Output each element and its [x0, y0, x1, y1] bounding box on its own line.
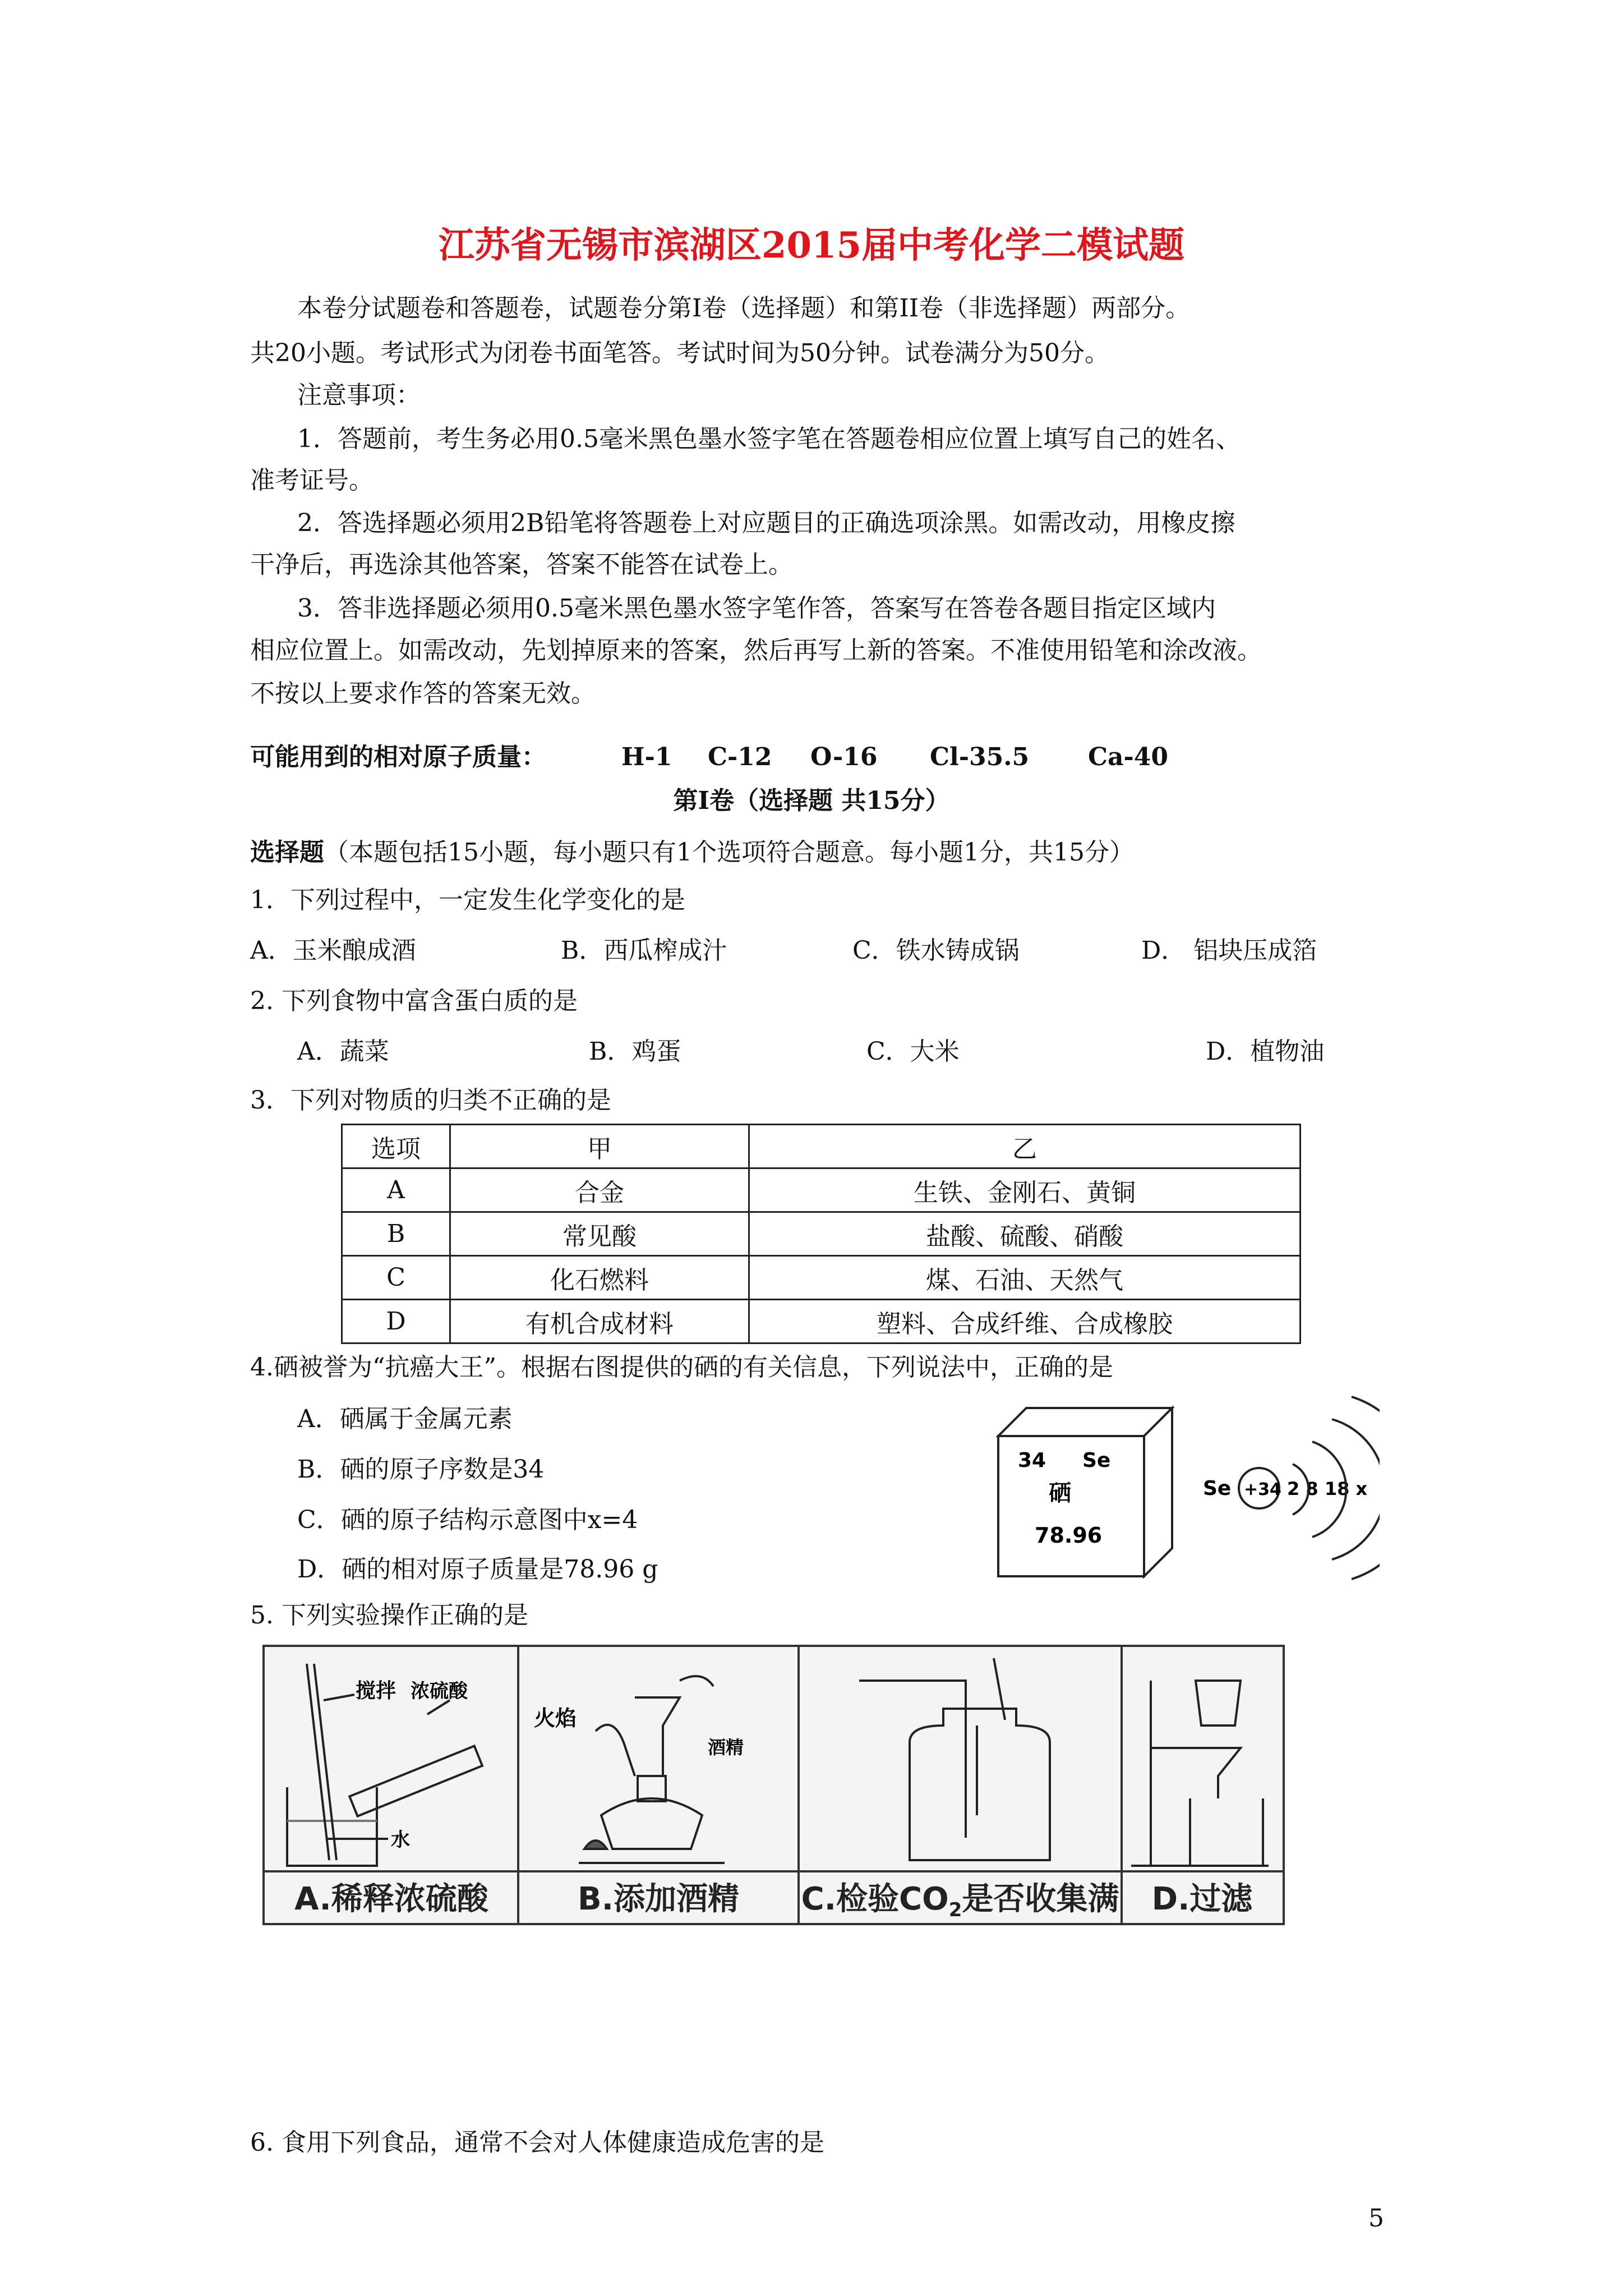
table-header-cell: 乙: [749, 1125, 1301, 1168]
panel-caption-c-sub: 2: [948, 1899, 962, 1922]
table-cell: C: [342, 1256, 450, 1300]
notice-2a: 2．答选择题必须用2B铅笔将答题卷上对应题目的正确选项涂黑。如需改动，用橡皮擦: [297, 509, 1235, 537]
q4-option-c: C．硒的原子结构示意图中x=4: [297, 1506, 638, 1534]
experiment-figure: [262, 1645, 1285, 1925]
table-cell: 有机合成材料: [450, 1300, 749, 1343]
notice-3b: 相应位置上。如需改动，先划掉原来的答案，然后再写上新的答案。不准使用铅笔和涂改液。: [250, 636, 1262, 665]
q6-stem: 6. 食用下列食品，通常不会对人体健康造成危害的是: [250, 2128, 824, 2157]
element-name: 硒: [1049, 1480, 1071, 1506]
panel-caption-b: B.添加酒精: [578, 1881, 739, 1917]
page-number: 5: [1368, 2204, 1384, 2233]
q5-stem: 5. 下列实验操作正确的是: [250, 1601, 528, 1630]
table-row: [342, 1212, 1301, 1256]
label-acid: 浓硫酸: [411, 1680, 468, 1703]
atomic-mass-cl: Cl-35.5: [930, 743, 1030, 771]
notice-heading: 注意事项：: [297, 381, 421, 409]
atomic-mass-label: 可能用到的相对原子质量：: [250, 743, 546, 771]
table-cell: 盐酸、硫酸、硝酸: [749, 1212, 1301, 1256]
shell-electrons: 2 8 18 x: [1287, 1478, 1368, 1499]
q4-option-b: B．硒的原子序数是34: [297, 1455, 545, 1484]
element-symbol: Se: [1082, 1449, 1111, 1472]
table-cell: 常见酸: [450, 1212, 749, 1256]
intro-line-2: 共20小题。考试形式为闭卷书面笔答。考试时间为50分钟。试卷满分为50分。: [250, 339, 1109, 367]
table-cell: 化石燃料: [450, 1256, 749, 1300]
notice-2b: 干净后，再选涂其他答案，答案不能答在试卷上。: [250, 550, 793, 579]
table-cell: D: [342, 1300, 450, 1343]
label-water: 水: [391, 1829, 410, 1851]
q2-option-c: C．大米: [866, 1037, 960, 1066]
q1-option-a: A．玉米酿成酒: [250, 936, 416, 965]
choice-intro: [250, 830, 1134, 875]
panel-caption-a: A.稀释浓硫酸: [294, 1881, 488, 1917]
label-flame: 火焰: [534, 1706, 577, 1731]
atom-structure-diagram: [1203, 1397, 1380, 1579]
intro-line-1: 本卷分试题卷和答题卷，试题卷分第Ⅰ卷（选择题）和第II卷（非选择题）两部分。: [297, 294, 1191, 323]
table-header-cell: 甲: [450, 1125, 749, 1168]
table-cell: B: [342, 1212, 450, 1256]
table-row: [342, 1256, 1301, 1300]
q4-option-a: A．硒属于金属元素: [297, 1405, 513, 1433]
section-heading: 第Ⅰ卷（选择题 共15分）: [673, 786, 950, 815]
notice-1b: 准考证号。: [250, 466, 374, 495]
atomic-mass-c: C-12: [708, 743, 772, 771]
notice-1a: 1．答题前，考生务必用0.5毫米黑色墨水签字笔在答题卷相应位置上填写自己的姓名、: [297, 425, 1241, 453]
panel-caption-c-tail: 是否收集满: [962, 1881, 1119, 1917]
element-mass: 78.96: [1035, 1523, 1103, 1548]
table-row: [342, 1300, 1301, 1343]
page-title: 江苏省无锡市滨湖区2015届中考化学二模试题: [438, 224, 1185, 266]
atomic-mass-o: O-16: [810, 743, 878, 771]
q1-stem: 1．下列过程中，一定发生化学变化的是: [250, 886, 685, 914]
choice-intro-rest: （本题包括15小题，每小题只有1个选项符合题意。每小题1分，共15分）: [324, 838, 1134, 867]
notice-3a: 3．答非选择题必须用0.5毫米黑色墨水签字笔作答，答案写在答卷各题目指定区域内: [297, 594, 1216, 623]
panel-caption-c-text: C.检验CO: [801, 1881, 949, 1917]
q3-table: [341, 1124, 1301, 1344]
table-row: [342, 1168, 1301, 1212]
panel-b-apparatus: [579, 1676, 725, 1863]
table-cell: 煤、石油、天然气: [749, 1256, 1301, 1300]
nucleus-charge: +34: [1244, 1480, 1281, 1499]
panel-d-apparatus: [1131, 1681, 1269, 1866]
table-cell: A: [342, 1168, 450, 1212]
q2-stem: 2. 下列食物中富含蛋白质的是: [250, 987, 578, 1015]
table-header-cell: 选项: [342, 1125, 450, 1168]
panel-caption-c: [799, 1874, 1122, 1921]
q4-option-d: D．硒的相对原子质量是78.96 g: [297, 1555, 658, 1584]
atomic-mass-ca: Ca-40: [1088, 743, 1169, 771]
label-stir: 搅拌: [356, 1680, 396, 1703]
q2-option-d: D．植物油: [1206, 1037, 1325, 1066]
panel-caption-d: D.过滤: [1151, 1881, 1253, 1917]
selenium-figure: [987, 1374, 1380, 1582]
choice-intro-bold: 选择题: [250, 838, 324, 867]
notice-3c: 不按以上要求作答的答案无效。: [250, 679, 596, 708]
q1-option-c: C．铁水铸成锅: [852, 936, 1020, 965]
q3-stem: 3．下列对物质的归类不正确的是: [250, 1086, 611, 1115]
table-row: [342, 1125, 1301, 1168]
q1-option-d: D． 铝块压成箔: [1141, 936, 1317, 965]
label-alcohol: 酒精: [708, 1737, 744, 1758]
table-cell: 塑料、合成纤维、合成橡胶: [749, 1300, 1301, 1343]
atomic-mass-h: H-1: [621, 743, 672, 771]
q2-option-a: A．蔬菜: [297, 1037, 389, 1066]
element-number: 34: [1018, 1449, 1046, 1472]
q4-stem: 4.硒被誉为“抗癌大王”。根据右图提供的硒的有关信息，下列说法中，正确的是: [250, 1353, 1113, 1382]
element-card: [998, 1408, 1172, 1576]
q2-option-b: B．鸡蛋: [589, 1037, 681, 1066]
q1-option-b: B．西瓜榨成汁: [561, 936, 727, 965]
panel-c-apparatus: [859, 1658, 1050, 1860]
diagram-symbol: Se: [1203, 1477, 1232, 1500]
table-cell: 合金: [450, 1168, 749, 1212]
table-cell: 生铁、金刚石、黄铜: [749, 1168, 1301, 1212]
